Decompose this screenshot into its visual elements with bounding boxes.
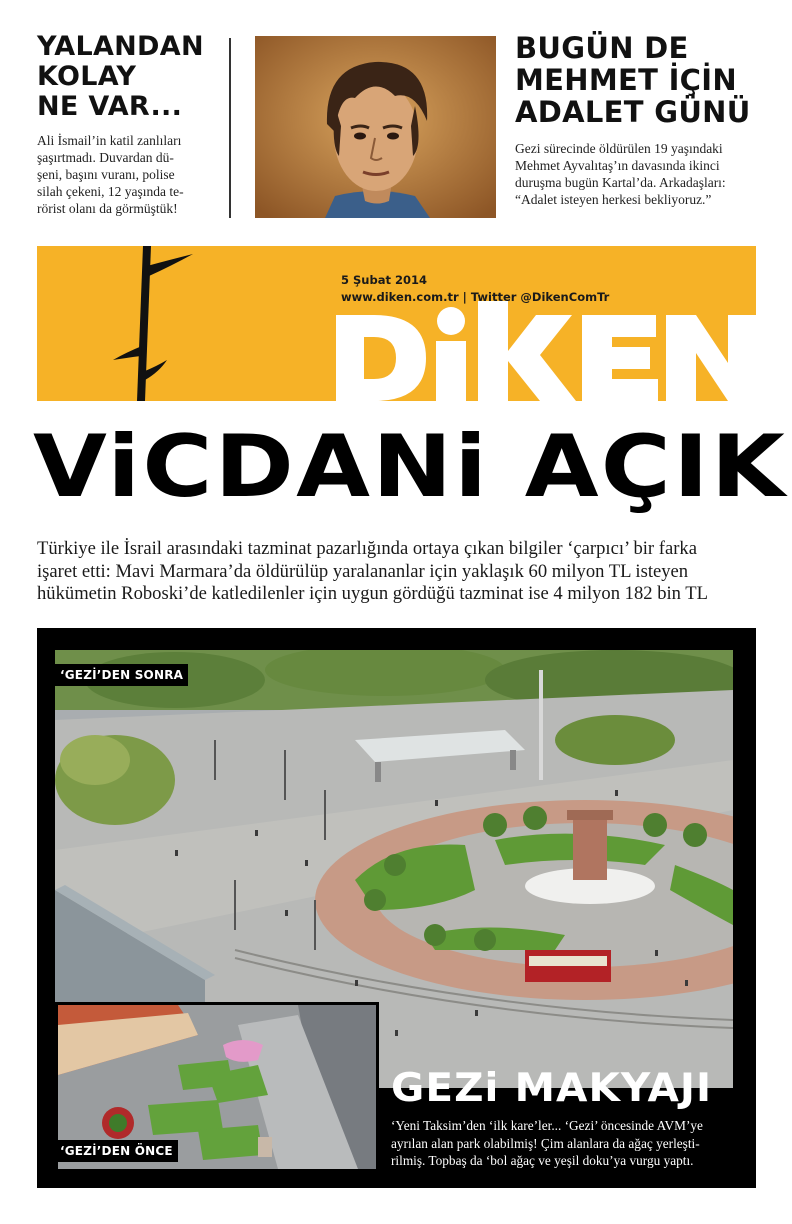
- column-divider: [229, 38, 231, 218]
- main-headline: ViCDANi AÇIK: [33, 417, 788, 517]
- lede-line: Türkiye ile İsrail arasındaki tazminat pazarlığında ortaya çıkan bilgiler ‘çarpıcı’ bir farka: [37, 538, 697, 559]
- body-line: şeni, başını vuranı, polise: [37, 167, 175, 182]
- left-teaser-body: [37, 132, 207, 217]
- body-line: ayrılan alan park olabilmiş! Çim alanlara da ağaç yerleşti-: [391, 1135, 700, 1151]
- headline-line: BUGÜN DE: [515, 31, 689, 65]
- body-line: duruşma bugün Kartal’da. Arkadaşları:: [515, 175, 726, 190]
- body-line: rilmiş. Topbaş da ‘bol ağaç ve yeşil doku’ya vurgu yaptı.: [391, 1153, 694, 1168]
- body-line: Gezi sürecinde öldürülen 19 yaşındaki: [515, 141, 723, 156]
- body-line: şaşırtmadı. Duvardan dü-: [37, 150, 174, 165]
- headline-line: ADALET GÜNÜ: [515, 95, 751, 129]
- thorn-icon: [107, 246, 227, 401]
- lede-line: hükümetin Roboski’de katledilenler için uygun gördüğü tazminat ise 4 milyon 182 bin TL: [37, 583, 708, 604]
- photo-story-headline: GEZi MAKYAJI: [391, 1066, 713, 1111]
- left-teaser-headline: [37, 32, 207, 122]
- headline-line: KOLAY: [37, 61, 137, 92]
- body-line: Mehmet Ayvalıtaş’ın davasında ikinci: [515, 158, 720, 173]
- body-line: “Adalet isteyen herkesi bekliyoruz.”: [515, 192, 712, 207]
- label-after-gezi: ‘GEZİ’DEN SONRA: [55, 664, 188, 686]
- issue-date: 5 Şubat 2014: [341, 273, 427, 287]
- portrait-illustration: [255, 36, 496, 218]
- right-teaser: [515, 32, 765, 208]
- headline-line: NE VAR...: [37, 91, 183, 122]
- masthead: [37, 246, 756, 401]
- right-teaser-body: [515, 140, 765, 208]
- diken-logo: [336, 301, 756, 401]
- right-teaser-headline: [515, 32, 765, 128]
- headline-line: MEHMET İÇİN: [515, 63, 737, 97]
- lede-line: işaret etti: Mavi Marmara’da öldürülüp yaralananlar için yaklaşık 60 milyon TL isteyen: [37, 560, 689, 582]
- left-teaser: [37, 32, 207, 217]
- website-twitter: www.diken.com.tr | Twitter @DikenComTr: [341, 290, 610, 304]
- photo-story-body: [391, 1117, 751, 1170]
- body-line: ‘Yeni Taksim’den ‘ilk kare’ler... ‘Gezi’ öncesinde AVM’ye: [391, 1118, 703, 1133]
- main-lede: [37, 538, 767, 606]
- label-before-gezi: ‘GEZİ’DEN ÖNCE: [55, 1140, 178, 1162]
- headline-line: YALANDAN: [37, 31, 204, 62]
- body-line: silah çekeni, 12 yaşında te-: [37, 184, 184, 199]
- body-line: Ali İsmail’in katil zanlıları: [37, 133, 182, 148]
- body-line: rörist olanı da görmüştük!: [37, 201, 178, 216]
